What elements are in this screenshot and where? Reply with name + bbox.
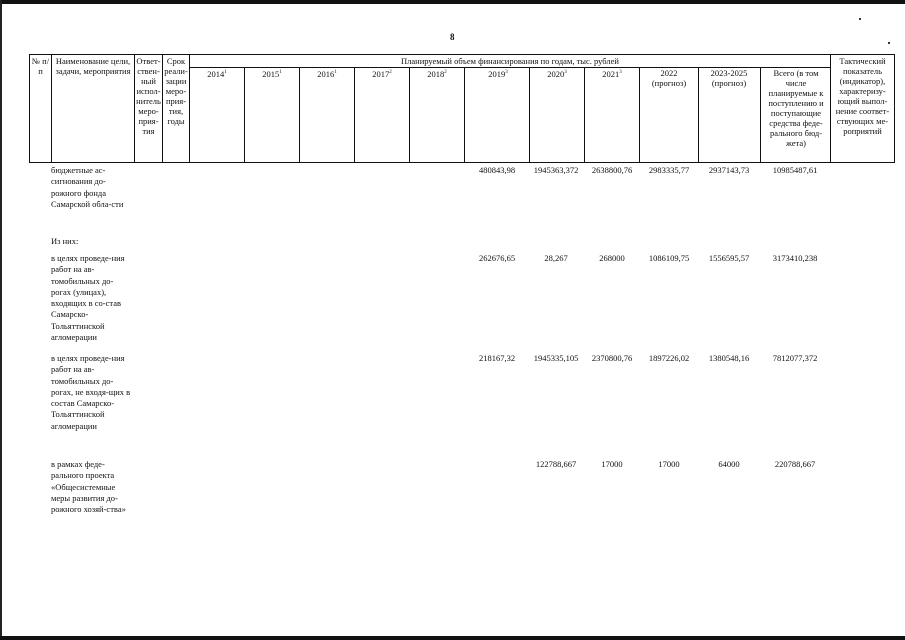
cell-total: 10985487,61 <box>772 165 818 175</box>
column-divider <box>464 67 465 162</box>
cell-2022: 1086109,75 <box>648 253 690 263</box>
cell-2020: 1945363,372 <box>533 165 579 175</box>
cell-2022: 1897226,02 <box>648 353 690 363</box>
header-bottom-rule <box>189 162 831 163</box>
column-divider <box>529 67 530 162</box>
cell-total: 7812077,372 <box>772 353 818 363</box>
header-planned: Планируемый объем финансирования по годам, тыс. рублей <box>189 54 831 68</box>
header-term: Срок реали-зации меро-прия-тия, годы <box>162 54 190 163</box>
header-year-2022: 2022 (прогноз) <box>651 68 687 88</box>
header-year-2020: 2020$^3$ <box>547 68 567 79</box>
cell-2022: 17000 <box>658 459 680 469</box>
header-year-2016: 2016$^1$ <box>317 68 337 79</box>
header-year-2019: 2019$^3$ <box>488 68 508 79</box>
header-year-2023-2025: 2023-2025 (прогноз) <box>710 68 748 88</box>
page-left-border <box>0 0 2 640</box>
column-divider <box>299 67 300 162</box>
cell-2023-2025: 1556595,57 <box>708 253 750 263</box>
row-label: бюджетные ас-сигнования до-рожного фонда Самарской обла-сти <box>51 165 124 209</box>
cell-2023-2025: 2937143,73 <box>708 165 750 175</box>
header-indicator: Тактический показатель (индикатор), характеризу-ющий выпол-нение соответ-ствующих ме-роприятий <box>830 54 895 163</box>
cell-2020: 28,267 <box>544 253 568 263</box>
column-divider <box>698 67 699 162</box>
cell-total: 220788,667 <box>774 459 816 469</box>
cell-2019: 480843,98 <box>478 165 516 175</box>
column-divider <box>584 67 585 162</box>
header-year-2021: 2021$^3$ <box>602 68 622 79</box>
column-divider <box>760 67 761 162</box>
page-top-border <box>0 0 905 4</box>
column-divider <box>354 67 355 162</box>
header-year-2014: 2014$^1$ <box>207 68 227 79</box>
cell-2020: 122788,667 <box>535 459 577 469</box>
cell-2019: 218167,32 <box>478 353 516 363</box>
header-year-2017: 2017$^2$ <box>372 68 392 79</box>
row-label: в целях проведе-ния работ на ав-томобильных до-рогах (улицах), входящих в со-став Самарско-Тольяттинской агломерации <box>51 253 125 343</box>
row-label: в рамках феде-рального проекта «Общесистемные меры развития до-рожного хозяй-ства» <box>51 459 126 515</box>
cell-2021: 17000 <box>601 459 623 469</box>
header-num: № п/п <box>29 54 52 163</box>
column-divider <box>244 67 245 162</box>
cell-2019: 262676,65 <box>478 253 516 263</box>
cell-total: 3173410,238 <box>772 253 818 263</box>
header-responsible: Ответ-ствен-ный испол-нитель меро-прия-тия <box>134 54 163 163</box>
cell-2021: 268000 <box>599 253 625 263</box>
row-label: в целях проведе-ния работ на ав-томобильных до-рогах, не входя-щих в состав Самарско-Тольяттинской агломерации <box>51 353 131 431</box>
row-label: Из них: <box>51 236 79 246</box>
header-total: Всего (в том числе планируемые к поступлению и поступающие средства феде-рального бюд-жета) <box>768 68 824 148</box>
page-bottom-border <box>0 636 905 640</box>
header-name: Наименование цели, задачи, мероприятия <box>51 54 135 163</box>
cell-2021: 2370800,76 <box>591 353 633 363</box>
header-year-2018: 2018$^2$ <box>427 68 447 79</box>
column-divider <box>409 67 410 162</box>
cell-2022: 2983335,77 <box>648 165 690 175</box>
header-year-2015: 2015$^1$ <box>262 68 282 79</box>
cell-2023-2025: 64000 <box>718 459 740 469</box>
cell-2020: 1945335,105 <box>533 353 579 363</box>
cell-2023-2025: 1380548,16 <box>708 353 750 363</box>
column-divider <box>639 67 640 162</box>
scan-speck <box>888 42 890 44</box>
cell-2021: 2638800,76 <box>591 165 633 175</box>
scan-speck <box>859 18 861 20</box>
page-number: 8 <box>450 32 455 42</box>
